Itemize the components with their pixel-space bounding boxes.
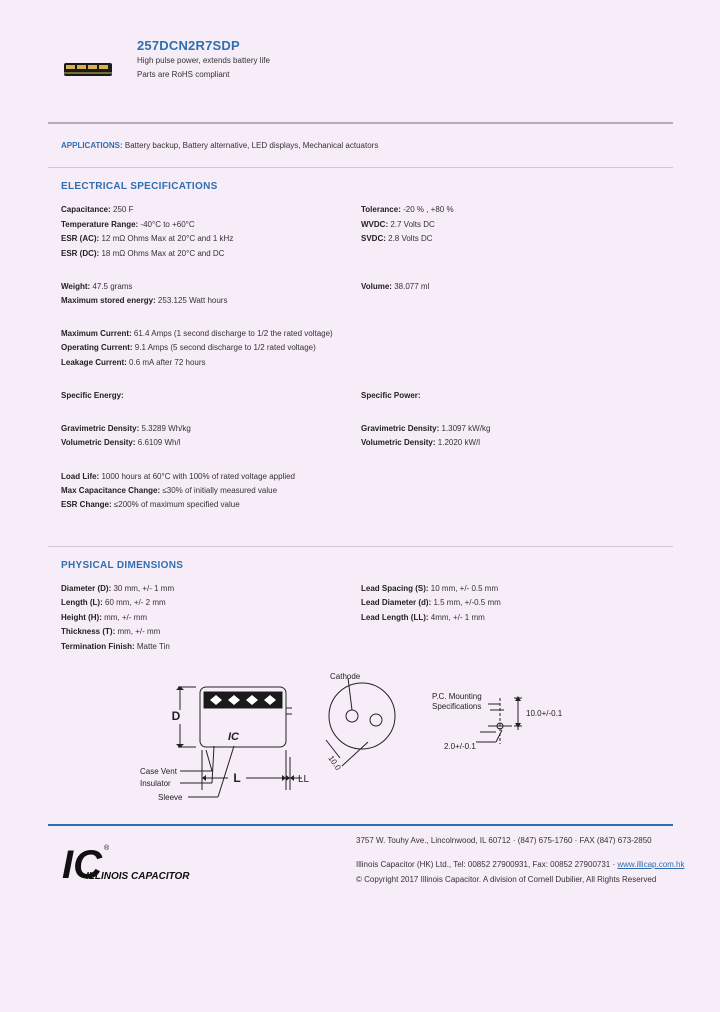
dim-left-label: 2.0+/-0.1 (444, 742, 476, 751)
pc-mounting-label-2: Specifications (432, 702, 482, 711)
capacitor-product-image (64, 62, 112, 77)
esr-ac: ESR (AC): 12 mΩ Ohms Max at 20°C and 1 kHz (61, 234, 234, 243)
lead-diameter: Lead Diameter (d): 1.5 mm, +/-0.5 mm (361, 598, 501, 607)
applications-line (61, 141, 378, 150)
sleeve-label: Sleeve (158, 793, 183, 802)
applications-text: Battery backup, Battery alternative, LED displays, Mechanical actuators (122, 141, 379, 150)
svdc: SVDC: 2.8 Volts DC (361, 234, 433, 243)
lead-length: Lead Length (LL): 4mm, +/- 1 mm (361, 613, 485, 622)
lead-spacing: Lead Spacing (S): 10 mm, +/- 0.5 mm (361, 584, 499, 593)
tolerance: Tolerance: -20 % , +80 % (361, 205, 454, 214)
thickness: Thickness (T): mm, +/- mm (61, 627, 161, 636)
footer-divider (48, 824, 673, 826)
specific-power: Specific Power: (361, 391, 421, 400)
capacitance: Capacitance: 250 F (61, 205, 134, 214)
insulator-label: Insulator (140, 779, 171, 788)
hk-website-link[interactable]: www.illicap.com.hk (617, 860, 685, 869)
ll-label: LL (298, 774, 310, 785)
pc-mounting-label-1: P.C. Mounting (432, 692, 482, 701)
wvdc: WVDC: 2.7 Volts DC (361, 220, 435, 229)
illinois-capacitor-logo (60, 840, 190, 885)
l-label: L (233, 771, 241, 785)
divider (48, 167, 673, 168)
dim-right-label: 10.0+/-0.1 (526, 709, 563, 718)
specific-energy: Specific Energy: (61, 391, 124, 400)
mini-ic-logo: IC (228, 731, 239, 743)
diameter: Diameter (D): 30 mm, +/- 1 mm (61, 584, 175, 593)
part-number: 257DCN2R7SDP (137, 38, 240, 53)
esr-dc: ESR (DC): 18 mΩ Ohms Max at 20°C and DC (61, 249, 225, 258)
divider (48, 546, 673, 547)
height: Height (H): mm, +/- mm (61, 613, 147, 622)
max-stored-energy: Maximum stored energy: 253.125 Watt hours (61, 296, 228, 305)
volumetric-energy: Volumetric Density: 6.6109 Wh/l (61, 438, 181, 447)
length: Length (L): 60 mm, +/- 2 mm (61, 598, 166, 607)
footer-copyright: © Copyright 2017 Illinois Capacitor. A division of Cornell Dubilier, All Rights Reserved (356, 875, 657, 884)
divider (48, 122, 673, 124)
temperature-range: Temperature Range: -40°C to +60°C (61, 220, 195, 229)
logo-name: ILLINOIS CAPACITOR (86, 871, 190, 882)
termination-finish: Termination Finish: Matte Tin (61, 642, 170, 651)
gravimetric-energy: Gravimetric Density: 5.3289 Wh/kg (61, 424, 191, 433)
applications-label: APPLICATIONS: (61, 141, 123, 150)
esr-change: ESR Change: ≤200% of maximum specified value (61, 500, 240, 509)
gravimetric-power: Gravimetric Density: 1.3097 kW/kg (361, 424, 491, 433)
max-current: Maximum Current: 61.4 Amps (1 second discharge to 1/2 the rated voltage) (61, 329, 333, 338)
logo-registered: ® (104, 845, 110, 852)
electrical-title: ELECTRICAL SPECIFICATIONS (61, 181, 218, 192)
max-capacitance-change: Max Capacitance Change: ≤30% of initially measured value (61, 486, 278, 495)
dim-10-label: 10.0 (326, 753, 343, 772)
case-vent-label: Case Vent (140, 767, 177, 776)
tagline-2: Parts are RoHS compliant (137, 70, 230, 79)
end-view-outline (329, 683, 395, 749)
operating-current: Operating Current: 9.1 Amps (5 second discharge to 1/2 rated voltage) (61, 343, 316, 352)
cathode-label: Cathode (330, 672, 361, 681)
tagline-1: High pulse power, extends battery life (137, 56, 270, 65)
footer-address: 3757 W. Touhy Ave., Lincolnwood, IL 60712 · (847) 675-1760 · FAX (847) 673-2850 (356, 836, 652, 845)
leakage-current: Leakage Current: 0.6 mA after 72 hours (61, 358, 206, 367)
footer-hk: Illinois Capacitor (HK) Ltd., Tel: 00852 27900931, Fax: 00852 27900731 · www.illicap.com.hk (356, 860, 685, 869)
physical-title: PHYSICAL DIMENSIONS (61, 560, 184, 571)
weight: Weight: 47.5 grams (61, 282, 133, 291)
volumetric-power: Volumetric Density: 1.2020 kW/l (361, 438, 481, 447)
volume: Volume: 38.077 ml (361, 282, 430, 291)
d-label: D (171, 709, 181, 723)
load-life: Load Life: 1000 hours at 60°C with 100% of rated voltage applied (61, 472, 295, 481)
logo-letters: IC (62, 843, 102, 885)
dimension-drawing (130, 662, 600, 812)
